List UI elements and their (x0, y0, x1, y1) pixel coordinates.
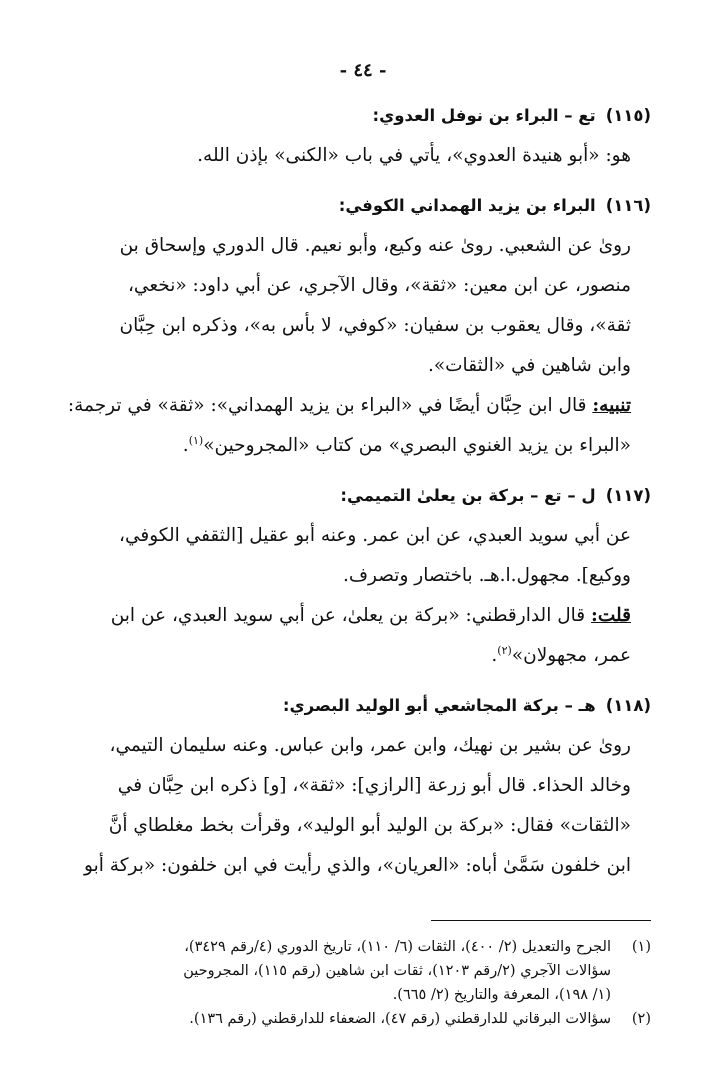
text-line: ثقة»، وقال يعقوب بن سفيان: «كوفي، لا بأس به»، وذكره ابن حِبَّان (119, 315, 631, 336)
entry-number: (١١٨) (605, 696, 651, 715)
footnote-number: (١) (631, 939, 651, 955)
text-line: وخالد الحذاء. قال أبو زرعة [الرازي]: «ثقة»، [و] ذكره ابن حِبَّان في (117, 775, 631, 796)
note-line: عمر، مجهولان»$^{(٢)}$. (491, 643, 631, 666)
footnote (66, 935, 651, 1007)
note-label: قلت: (591, 605, 631, 626)
note-line: «البراء بن يزيد الغنوي البصري» من كتاب «المجروحين»$^{(١)}$. (182, 433, 631, 456)
note-text: عمر، مجهولان» (511, 645, 631, 666)
footnote-line: (١/ ١٩٨)، المعرفة والتاريخ (٢/ ٦٦٥). (392, 987, 611, 1003)
note-label: تنبيه: (592, 395, 631, 416)
entry-title: هـ – بركة المجاشعي أبو الوليد البصري: (282, 696, 596, 715)
note-line (71, 596, 631, 636)
footnote-ref[interactable]: (١) (188, 433, 204, 447)
footnote-line: سؤالات الآجري (٢/رقم ١٢٠٣)، ثقات ابن شاهين (رقم ١١٥)، المجروحين (183, 963, 611, 979)
entry-title: ل – تع – بركة بن يعلىٰ التميمي: (340, 486, 596, 505)
page-content (67, 100, 651, 886)
text-line: عن أبي سويد العبدي، عن ابن عمر. وعنه أبو عقيل [الثقفي الكوفي، (118, 525, 631, 546)
entry-title: تع – البراء بن نوفل العدوي: (372, 106, 596, 125)
footnote-line: سؤالات البرقاني للدارقطني (رقم ٤٧)، الضعفاء للدارقطني (رقم ١٣٦). (189, 1011, 611, 1027)
footnotes (66, 935, 651, 1031)
footnote (66, 1007, 651, 1031)
text-line: روىٰ عن الشعبي. روىٰ عنه وكيع، وأبو نعيم. قال الدوري وإسحاق بن (119, 235, 631, 256)
page-number: - ٤٤ - (339, 60, 387, 81)
entry-heading (71, 694, 651, 718)
entry-heading (71, 484, 651, 508)
note-line (67, 386, 631, 426)
text-line: ووكيع]. مجهول.ا.هـ. باختصار وتصرف. (343, 565, 631, 586)
text-line: منصور، عن ابن معين: «ثقة»، وقال الآجري، عن أبي داود: «نخعي، (127, 275, 631, 296)
entry-number: (١١٥) (605, 106, 651, 125)
entry-title: البراء بن يزيد الهمداني الكوفي: (338, 196, 596, 215)
text-line: روىٰ عن بشير بن نهيك، وابن عمر، وابن عباس. وعنه سليمان التيمي، (109, 735, 631, 756)
entry-heading (71, 194, 651, 218)
entry-number: (١١٧) (605, 486, 651, 505)
text-line: «الثقات» فقال: «بركة بن الوليد أبو الوليد»، وقرأت بخط مغلطاي أنَّ (108, 815, 631, 836)
note-text: «البراء بن يزيد الغنوي البصري» من كتاب «المجروحين» (203, 435, 631, 456)
entry-heading (71, 104, 651, 128)
entry-body (67, 226, 631, 466)
footnote-number: (٢) (631, 1011, 651, 1027)
entry-body (71, 516, 631, 676)
text-line: ابن خلفون سَمَّىٰ أباه: «العريان»، والذي رأيت في ابن خلفون: «بركة أبو (84, 855, 631, 876)
footnote-line: الجرح والتعديل (٢/ ٤٠٠)، الثقات (٦/ ١١٠)، تاريخ الدوري (٤/رقم ٣٤٢٩)، (184, 939, 611, 955)
text-line: هو: «أبو هنيدة العدوي»، يأتي في باب «الكنى» بإذن الله. (197, 145, 631, 166)
note-text: قال الدارقطني: «بركة بن يعلىٰ، عن أبي سويد العبدي، عن ابن (110, 605, 586, 626)
entry-body (71, 726, 631, 886)
entry-body (71, 136, 631, 176)
footnote-ref[interactable]: (٢) (497, 643, 512, 657)
text-line: وابن شاهين في «الثقات». (427, 355, 631, 376)
note-text: قال ابن حِبَّان أيضًا في «البراء بن يزيد الهمداني»: «ثقة» في ترجمة: (67, 395, 587, 416)
footnote-divider (431, 920, 651, 921)
entry-number: (١١٦) (605, 196, 651, 215)
